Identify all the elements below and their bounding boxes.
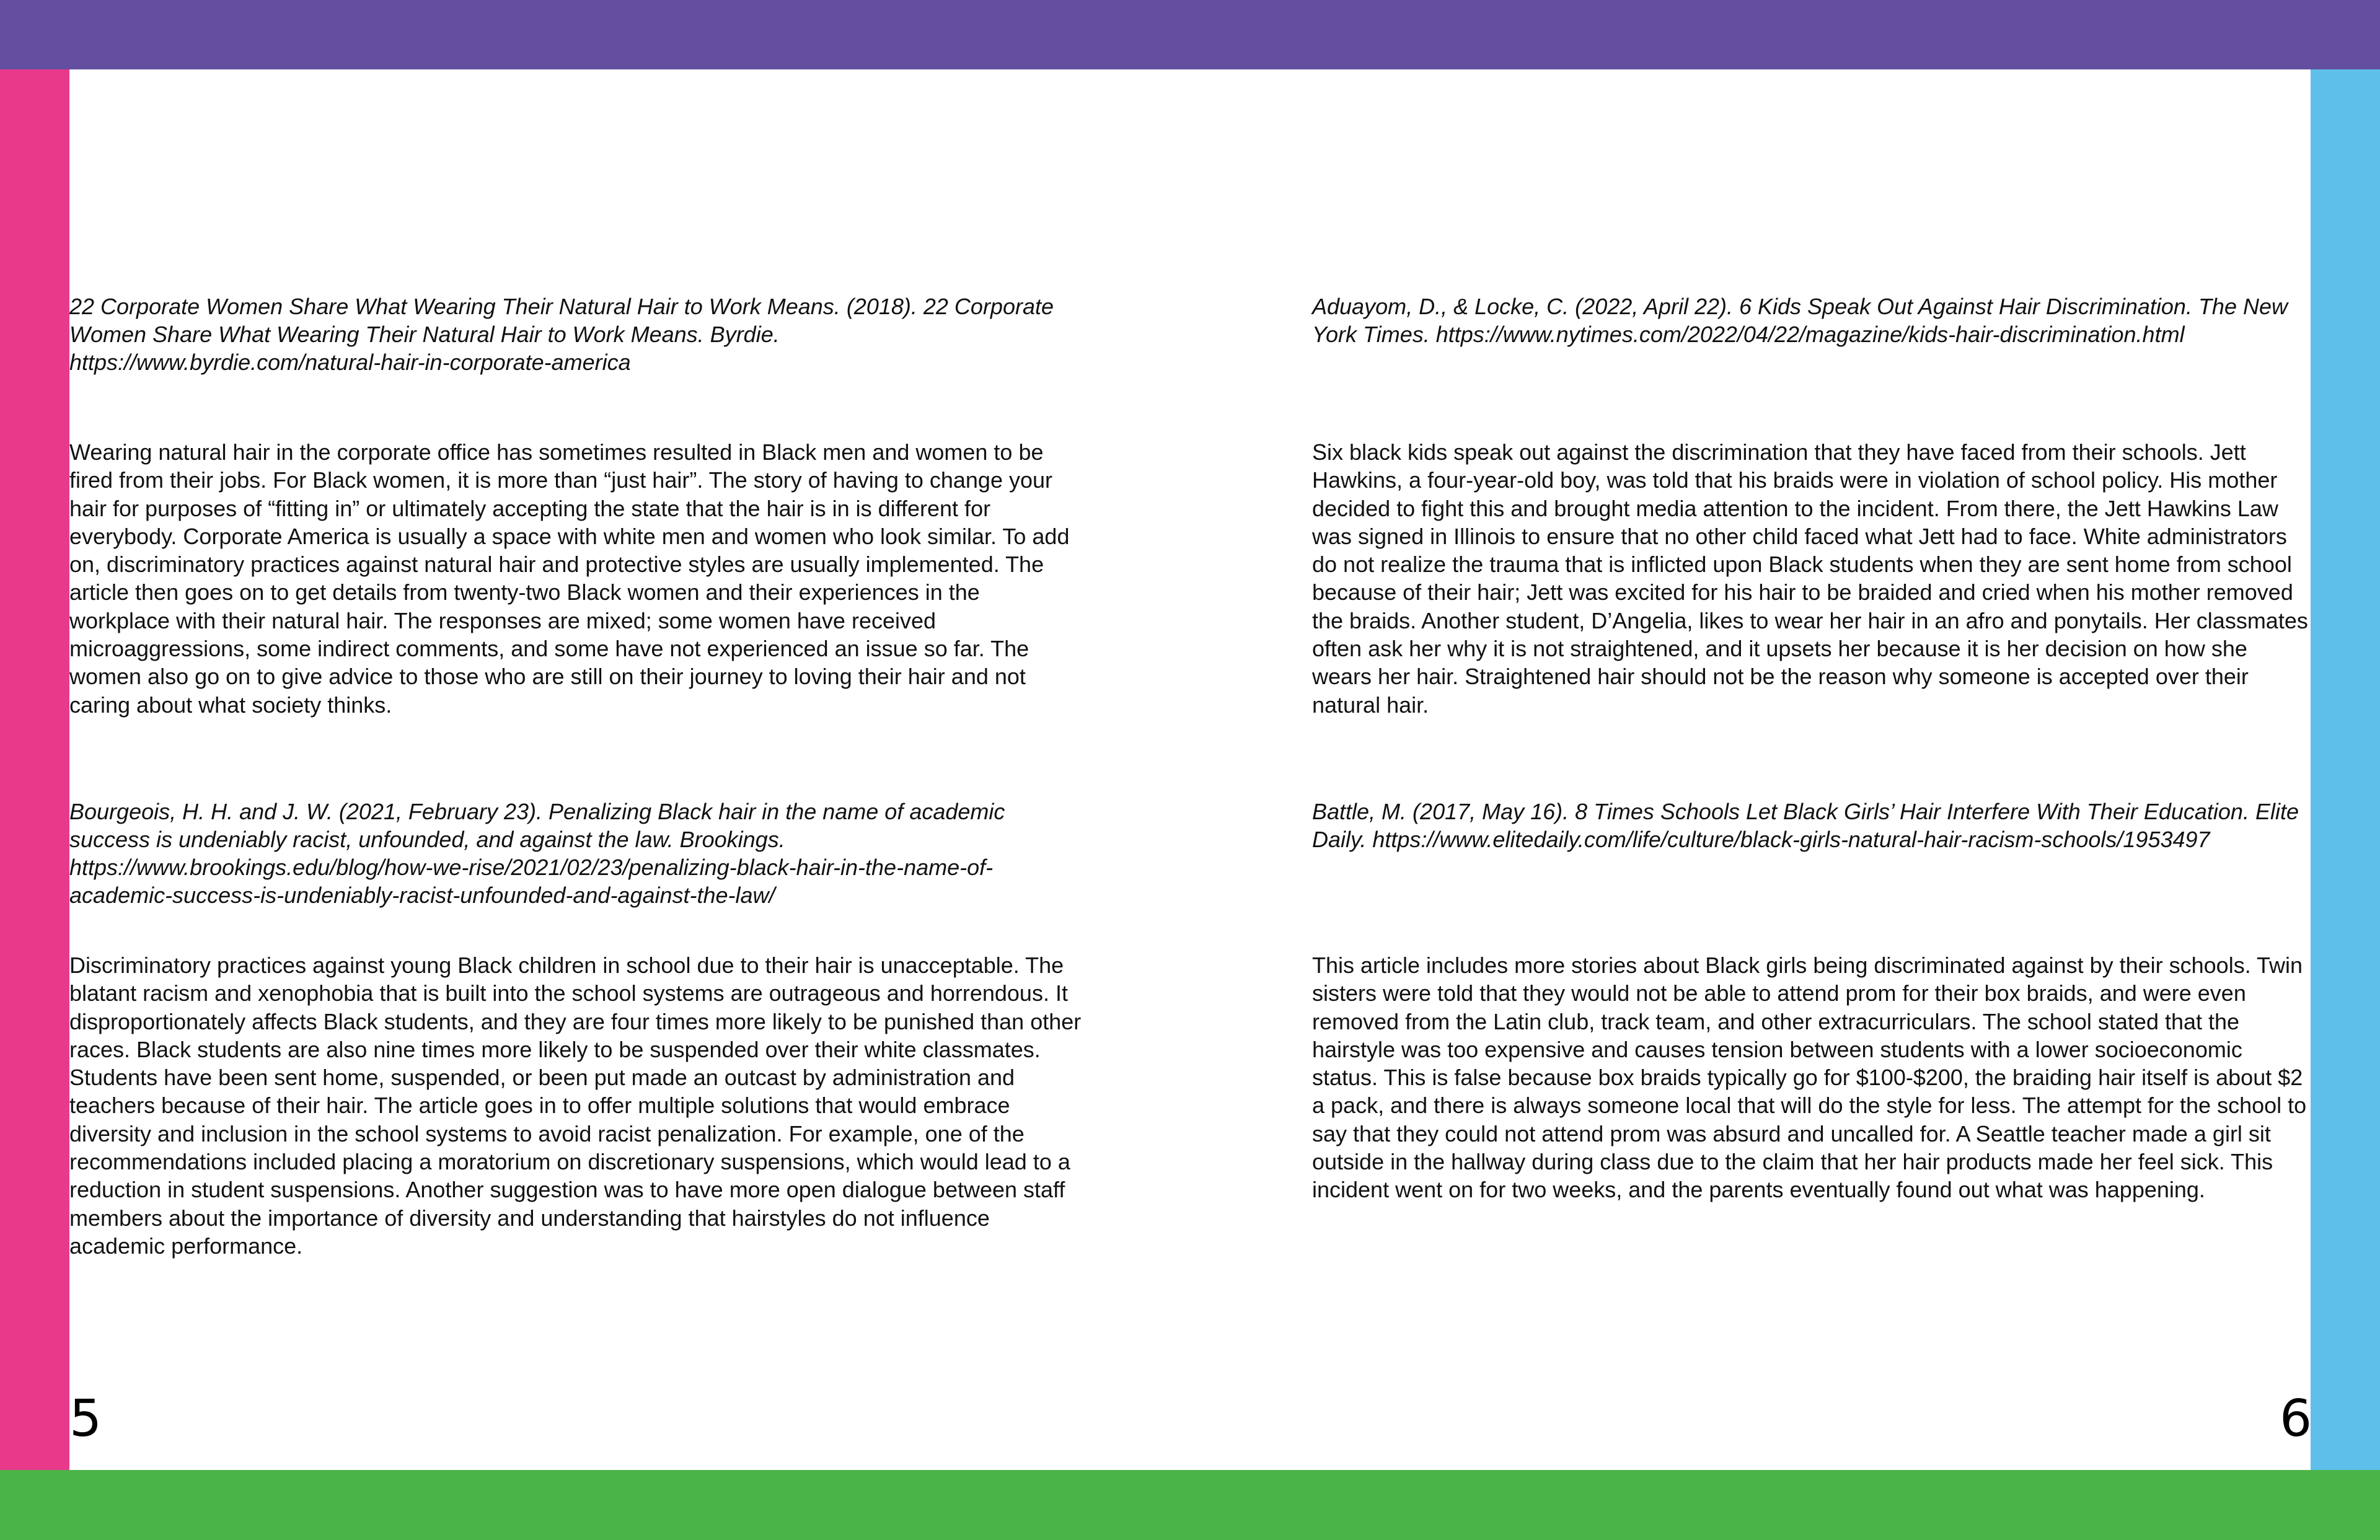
left-color-band <box>0 69 69 1470</box>
bibliography-entry <box>69 798 1086 909</box>
citation: Battle, M. (2017, May 16). 8 Times Schools Let Black Girls’ Hair Interfere With Their Education. Elite Daily. https://www.elitedaily.com/life/culture/black-girls-natural-hair-racism-schools/1953497 <box>1312 799 2299 852</box>
annotation-summary: Wearing natural hair in the corporate office has sometimes resulted in Black men and women to be fired from their jobs. For Black women, it is more than “just hair”. The story of having to change your hair for purposes of “fitting in” or ultimately accepting the state that the hair is in is different for everybody. Corporate America is usually a space with white men and women who look similar. To add on, discriminatory practices against natural hair and protective styles are usually implemented. The article then goes on to get details from twenty-two Black women and their experiences in the workplace with their natural hair. The responses are mixed; some women have received microaggressions, some indirect comments, and some have not experienced an issue so far. The women also go on to give advice to those who are still on their journey to loving their hair and not caring about what society thinks. <box>69 439 1070 718</box>
page-number-right: 6 <box>2280 1389 2312 1448</box>
citation: Bourgeois, H. H. and J. W. (2021, February 23). Penalizing Black hair in the name of academic success is undeniably racist, unfounded, and against the law. Brookings. https://www.brookings.edu/blog/how-we-rise/2021/02/23/penalizing-black-hair-in-the-name-of-academic-success-is-undeniably-racist-unfounded-and-against-the-law/ <box>69 799 1005 908</box>
bibliography-entry <box>1312 438 2310 719</box>
right-page <box>1312 0 2310 1470</box>
left-page <box>69 0 1086 1470</box>
bibliography-entry <box>69 438 1086 719</box>
citation: Aduayom, D., & Locke, C. (2022, April 22). 6 Kids Speak Out Against Hair Discrimination. The New York Times. https://www.nytimes.com/2022/04/22/magazine/kids-hair-discrimination.html <box>1312 294 2288 347</box>
bibliography-entry <box>1312 293 2310 348</box>
citation: 22 Corporate Women Share What Wearing Their Natural Hair to Work Means. (2018). 22 Corporate Women Share What Wearing Their Natural Hair to Work Means. Byrdie. https://www.byrdie.com/natural-hair-in-corporate-america <box>69 294 1054 375</box>
annotation-summary: Discriminatory practices against young Black children in school due to their hair is unacceptable. The blatant racism and xenophobia that is built into the school systems are outrageous and horrendous. It disproportionately affects Black students, and they are four times more likely to be punished than other races. Black students are also nine times more likely to be suspended over their white classmates. Students have been sent home, suspended, or been put made an outcast by administration and teachers because of their hair. The article goes in to offer multiple solutions that would embrace diversity and inclusion in the school systems to avoid racist penalization. For example, one of the recommendations included placing a moratorium on discretionary suspensions, which would lead to a reduction in student suspensions. Another suggestion was to have more open dialogue between staff members about the importance of diversity and understanding that hairstyles do not influence academic performance. <box>69 953 1082 1259</box>
bibliography-entry <box>1312 951 2310 1204</box>
page-number-left: 5 <box>69 1389 102 1448</box>
annotation-summary: This article includes more stories about Black girls being discriminated against by their schools. Twin sisters were told that they would not be able to attend prom for their box braids, and were even removed from the Latin club, track team, and other extracurriculars. The school stated that the hairstyle was too expensive and causes tension between students with a lower socioeconomic status. This is false because box braids typically go for $100-$200, the braiding hair itself is about $2 a pack, and there is always someone local that will do the style for less. The attempt for the school to say that they could not attend prom was absurd and uncalled for. A Seattle teacher made a girl sit outside in the hallway during class due to the claim that her hair products made her feel sick. This incident went on for two weeks, and the parents eventually found out what was happening. <box>1312 953 2307 1203</box>
annotation-summary: Six black kids speak out against the discrimination that they have faced from their schools. Jett Hawkins, a four-year-old boy, was told that his braids were in violation of school policy. His mother decided to fight this and brought media attention to the incident. From there, the Jett Hawkins Law was signed in Illinois to ensure that no other child faced what Jett had to face. White administrators do not realize the trauma that is inflicted upon Black students when they are sent home from school because of their hair; Jett was excited for his hair to be braided and cried when his mother removed the braids. Another student, D’Angelia, likes to wear her hair in an afro and ponytails. Her classmates often ask her why it is not straightened, and it upsets her because it is her decision on how she wears her hair. Straightened hair should not be the reason why someone is accepted over their natural hair. <box>1312 439 2308 718</box>
bibliography-entry <box>69 293 1086 376</box>
bibliography-entry <box>69 951 1086 1260</box>
bottom-color-band <box>0 1470 2380 1540</box>
right-color-band <box>2311 69 2380 1470</box>
bibliography-entry <box>1312 798 2310 853</box>
